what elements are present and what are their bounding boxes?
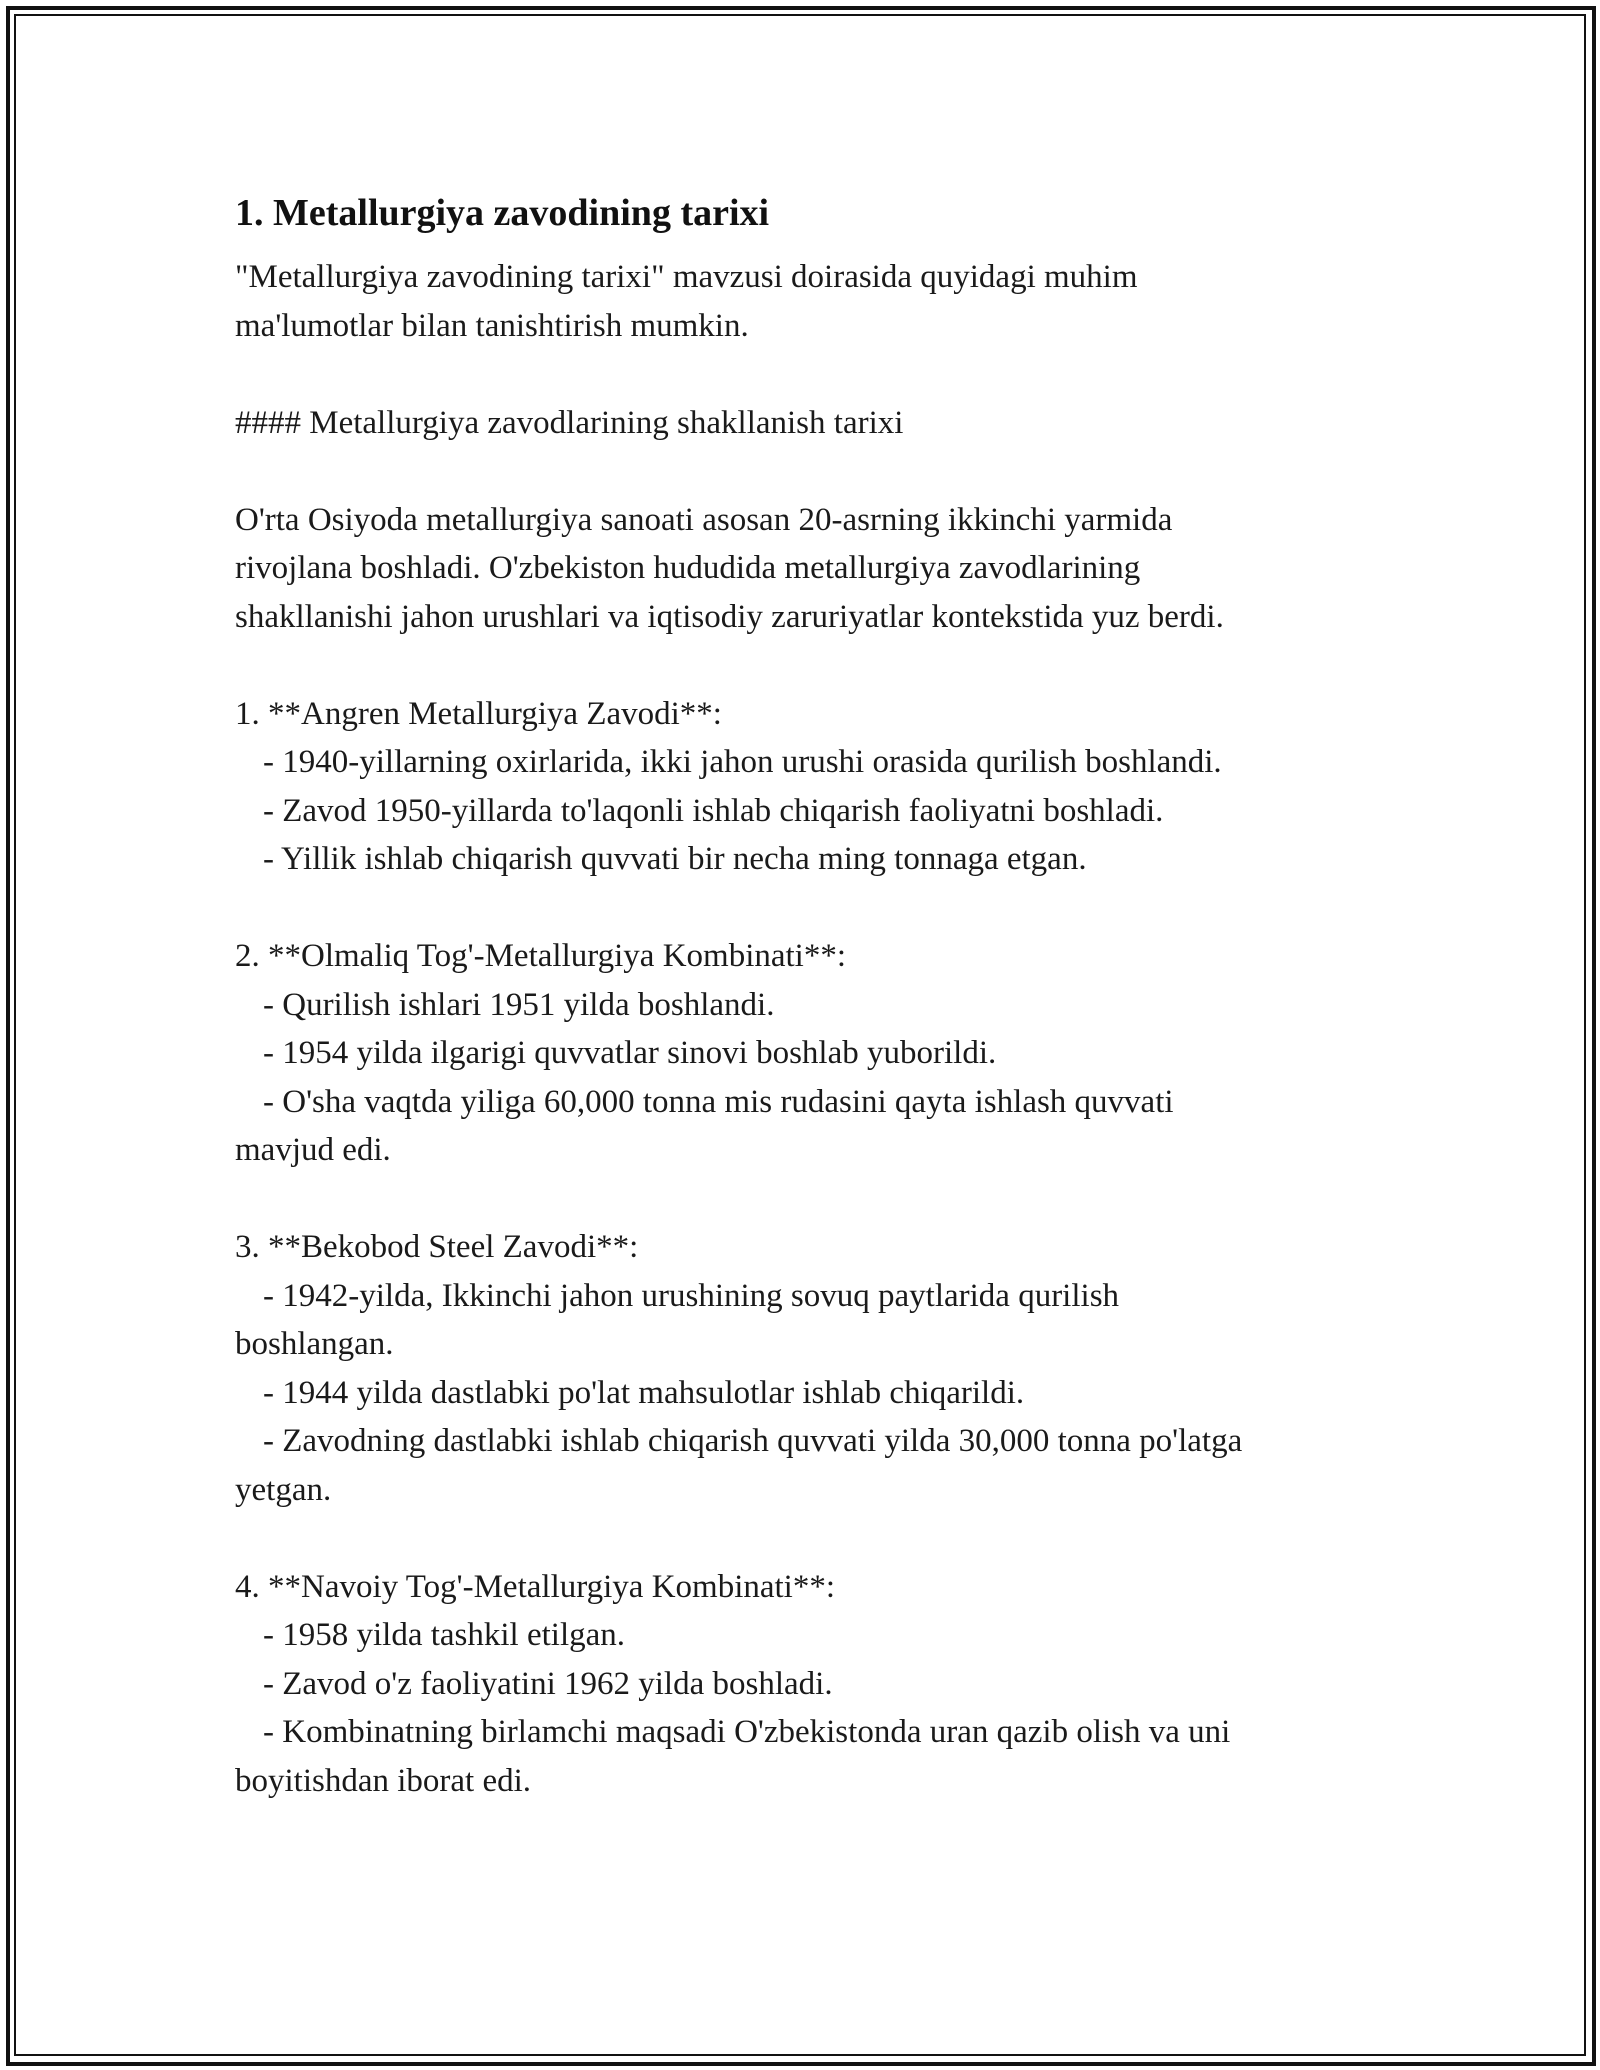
section-heading: 3. **Bekobod Steel Zavodi**: <box>235 1229 639 1265</box>
spacer <box>235 447 1375 496</box>
list-item: - 1940-yillarning oxirlarida, ikki jahon urushi orasida qurilish boshlandi. <box>263 744 1222 780</box>
spacer <box>235 350 1375 399</box>
intro-line: "Metallurgiya zavodining tarixi" mavzusi doirasida quyidagi muhim <box>235 259 1138 295</box>
paragraph-line: rivojlana boshladi. O'zbekiston hududida metallurgiya zavodlarining <box>235 550 1141 586</box>
history-paragraph <box>235 496 1375 642</box>
document-title: 1. Metallurgiya zavodining tarixi <box>235 192 770 234</box>
intro-line: ma'lumotlar bilan tanishtirish mumkin. <box>235 307 749 344</box>
list-item-continuation: boyitishdan iborat edi. <box>235 1762 532 1799</box>
list-item-continuation: mavjud edi. <box>235 1132 391 1168</box>
list-item: - 1942-yilda, Ikkinchi jahon urushining sovuq paytlarida qurilish <box>263 1277 1120 1314</box>
list-item: - 1954 yilda ilgarigi quvvatlar sinovi boshlab yuborildi. <box>263 1035 997 1071</box>
list-item: - Qurilish ishlari 1951 yilda boshlandi. <box>263 986 775 1023</box>
list-item: - Yillik ishlab chiqarish quvvati bir necha ming tonnaga etgan. <box>263 841 1087 877</box>
section-navoiy <box>235 1563 1375 1806</box>
section-heading: 2. **Olmaliq Tog'-Metallurgiya Kombinati**: <box>235 938 847 974</box>
list-item: - Zavodning dastlabki ishlab chiqarish quvvati yilda 30,000 tonna po'latga <box>263 1423 1243 1459</box>
section-olmaliq <box>235 932 1375 1175</box>
paragraph-line: shakllanishi jahon urushlari va iqtisodiy zaruriyatlar kontekstida yuz berdi. <box>235 598 1224 635</box>
spacer <box>235 884 1375 933</box>
list-item: - 1958 yilda tashkil etilgan. <box>263 1617 626 1653</box>
spacer <box>235 641 1375 690</box>
paragraph-line: O'rta Osiyoda metallurgiya sanoati asosan 20-asrning ikkinchi yarmida <box>235 501 1173 538</box>
document-body <box>235 185 1375 1805</box>
section-heading: 1. **Angren Metallurgiya Zavodi**: <box>235 695 722 732</box>
list-item: - 1944 yilda dastlabki po'lat mahsulotlar ishlab chiqarildi. <box>263 1374 1025 1411</box>
list-item-continuation: boshlangan. <box>235 1326 394 1362</box>
list-item-continuation: yetgan. <box>235 1471 332 1508</box>
list-item: - O'sha vaqtda yiliga 60,000 tonna mis rudasini qayta ishlash quvvati <box>263 1083 1174 1120</box>
spacer <box>235 1175 1375 1224</box>
list-item: - Zavod o'z faoliyatini 1962 yilda boshladi. <box>263 1665 833 1702</box>
subheading: #### Metallurgiya zavodlarining shakllanish tarixi <box>235 404 904 441</box>
spacer <box>235 1514 1375 1563</box>
section-bekobod <box>235 1223 1375 1514</box>
intro-paragraph <box>235 253 1375 350</box>
section-heading: 4. **Navoiy Tog'-Metallurgiya Kombinati**: <box>235 1568 836 1605</box>
list-item: - Kombinatning birlamchi maqsadi O'zbekistonda uran qazib olish va uni <box>263 1714 1231 1750</box>
section-angren <box>235 690 1375 884</box>
list-item: - Zavod 1950-yillarda to'laqonli ishlab chiqarish faoliyatni boshladi. <box>263 792 1164 829</box>
